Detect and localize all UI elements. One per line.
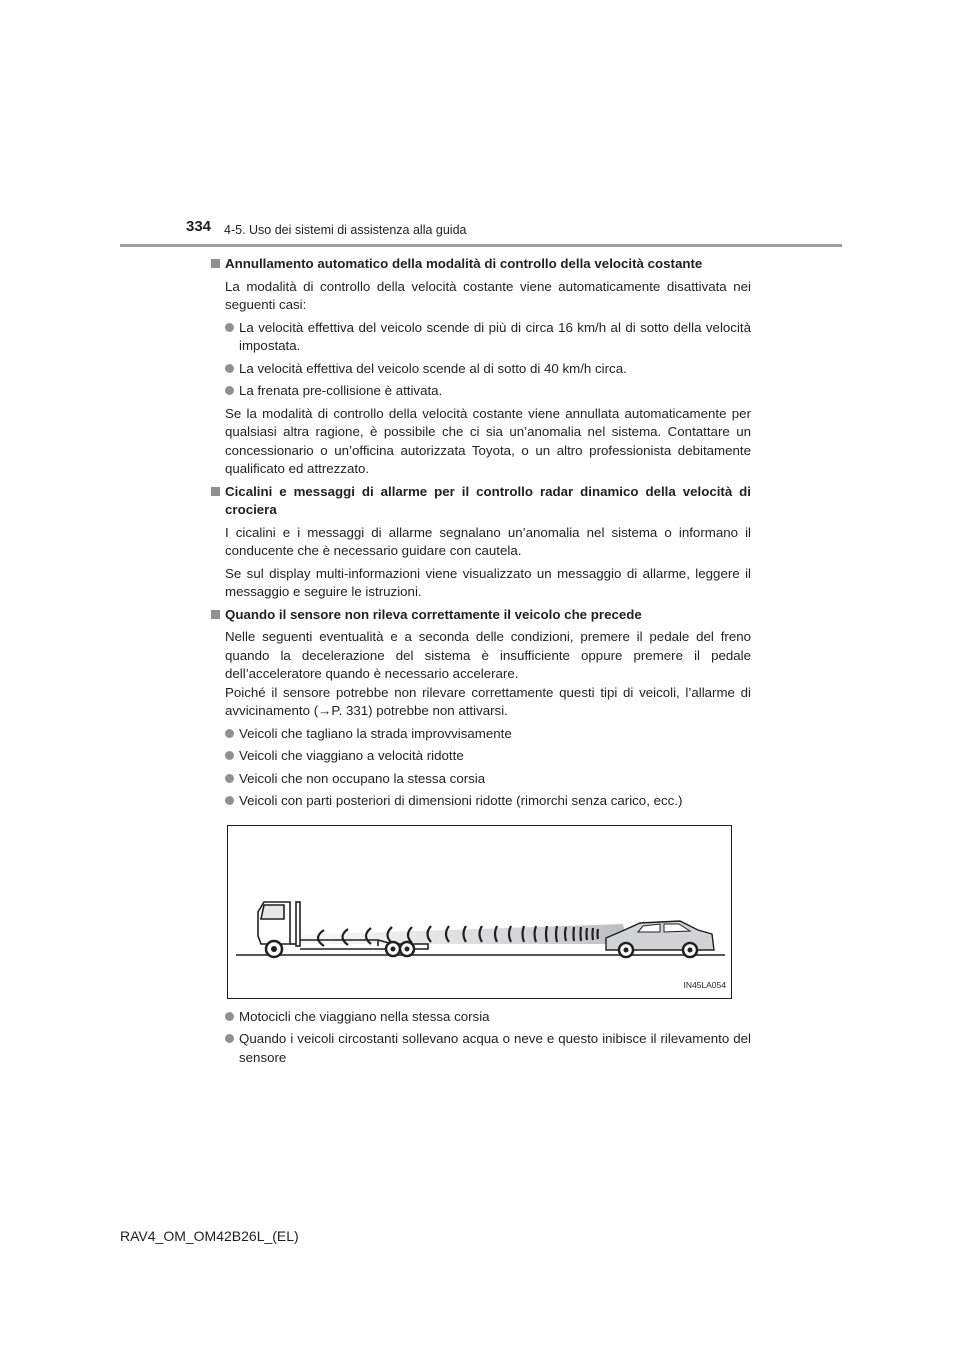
section-heading [211,606,751,625]
list-item-text: Veicoli con parti posteriori di dimensioni ridotte (rimorchi senza carico, ecc.) [239,793,683,808]
document-code: RAV4_OM_OM42B26L_(EL) [120,1228,299,1244]
section-heading-text: Quando il sensore non rileva correttamente il veicolo che precede [225,606,642,622]
section-heading [211,483,751,520]
round-bullet-icon [225,796,234,805]
list-item-text: Quando i veicoli circostanti sollevano acqua o neve e questo inibisce il rilevamento del sensore [239,1031,751,1065]
paragraph: Poiché il sensore potrebbe non rilevare correttamente questi tipi di veicoli, l’allarme di avvicinamento (→P. 331) potrebbe non attivarsi. [225,684,751,718]
illustration-truck-trailer-radar [227,825,732,999]
section-heading-text: Cicalini e messaggi di allarme per il controllo radar dinamico della velocità di crociera [225,483,751,517]
list-item [211,725,751,744]
list-item [211,382,751,401]
paragraph: La modalità di controllo della velocità costante viene automaticamente disattivata nei seguenti casi: [225,278,751,312]
square-bullet-icon [211,259,220,268]
page-content [211,255,751,1071]
list-item-text: Motocicli che viaggiano nella stessa corsia [239,1008,490,1024]
list-item [211,747,751,766]
list-item [211,360,751,379]
page-number: 334 [186,218,212,235]
square-bullet-icon [211,610,220,619]
paragraph: Se la modalità di controllo della velocità costante viene annullata automaticamente per qualsiasi altra ragione, è possibile che ci sia un’anomalia nel sistema. Contattare un concessionario o un’officina autorizzata Toyota, o un altro professionista debitamente qualificato ed attrezzato. [225,405,751,476]
section-heading-text: Annullamento automatico della modalità di controllo della velocità costante [225,256,703,271]
list-item-text: La frenata pre-collisione è attivata. [239,383,443,398]
radar-detection-illustration [228,826,731,998]
square-bullet-icon [211,487,220,496]
list-item-text: Veicoli che tagliano la strada improvvisamente [239,725,512,741]
list-item [211,1030,751,1067]
round-bullet-icon [225,364,234,373]
list-item-text: Veicoli che non occupano la stessa corsia [239,770,486,786]
truck-cab [258,902,298,944]
figure-id: IN45LA054 [683,980,726,990]
section-sensor-detection [211,606,751,1068]
list-item [211,1008,751,1027]
round-bullet-icon [225,323,234,332]
section-heading [211,255,751,274]
paragraph: Se sul display multi-informazioni viene visualizzato un messaggio di allarme, leggere il messaggio e seguire le istruzioni. [225,565,751,599]
chapter-title: 4-5. Uso dei sistemi di assistenza alla guida [224,223,467,237]
round-bullet-icon [225,774,234,783]
section-warning-messages [211,483,751,602]
round-bullet-icon [225,1034,234,1043]
round-bullet-icon [225,1012,234,1021]
list-item [211,770,751,789]
list-item [211,319,751,356]
list-item-text: Veicoli che viaggiano a velocità ridotte [239,748,464,763]
list-item [211,792,751,811]
section-automatic-cancel [211,255,751,479]
list-item-text: La velocità effettiva del veicolo scende di più di circa 16 km/h al di sotto della velocità impostata. [239,319,751,353]
round-bullet-icon [225,386,234,395]
round-bullet-icon [225,729,234,738]
paragraph: I cicalini e i messaggi di allarme segnalano un’anomalia nel sistema o informano il conducente che è necessario guidare con cautela. [225,524,751,558]
header-divider [120,244,842,247]
paragraph: Nelle seguenti eventualità e a seconda delle condizioni, premere il pedale del freno quando la decelerazione del sistema è insufficiente oppure premere il pedale dell’acceleratore quando è necessario accelerare. [225,629,751,681]
list-item-text: La velocità effettiva del veicolo scende al di sotto di 40 km/h circa. [239,360,627,376]
round-bullet-icon [225,751,234,760]
